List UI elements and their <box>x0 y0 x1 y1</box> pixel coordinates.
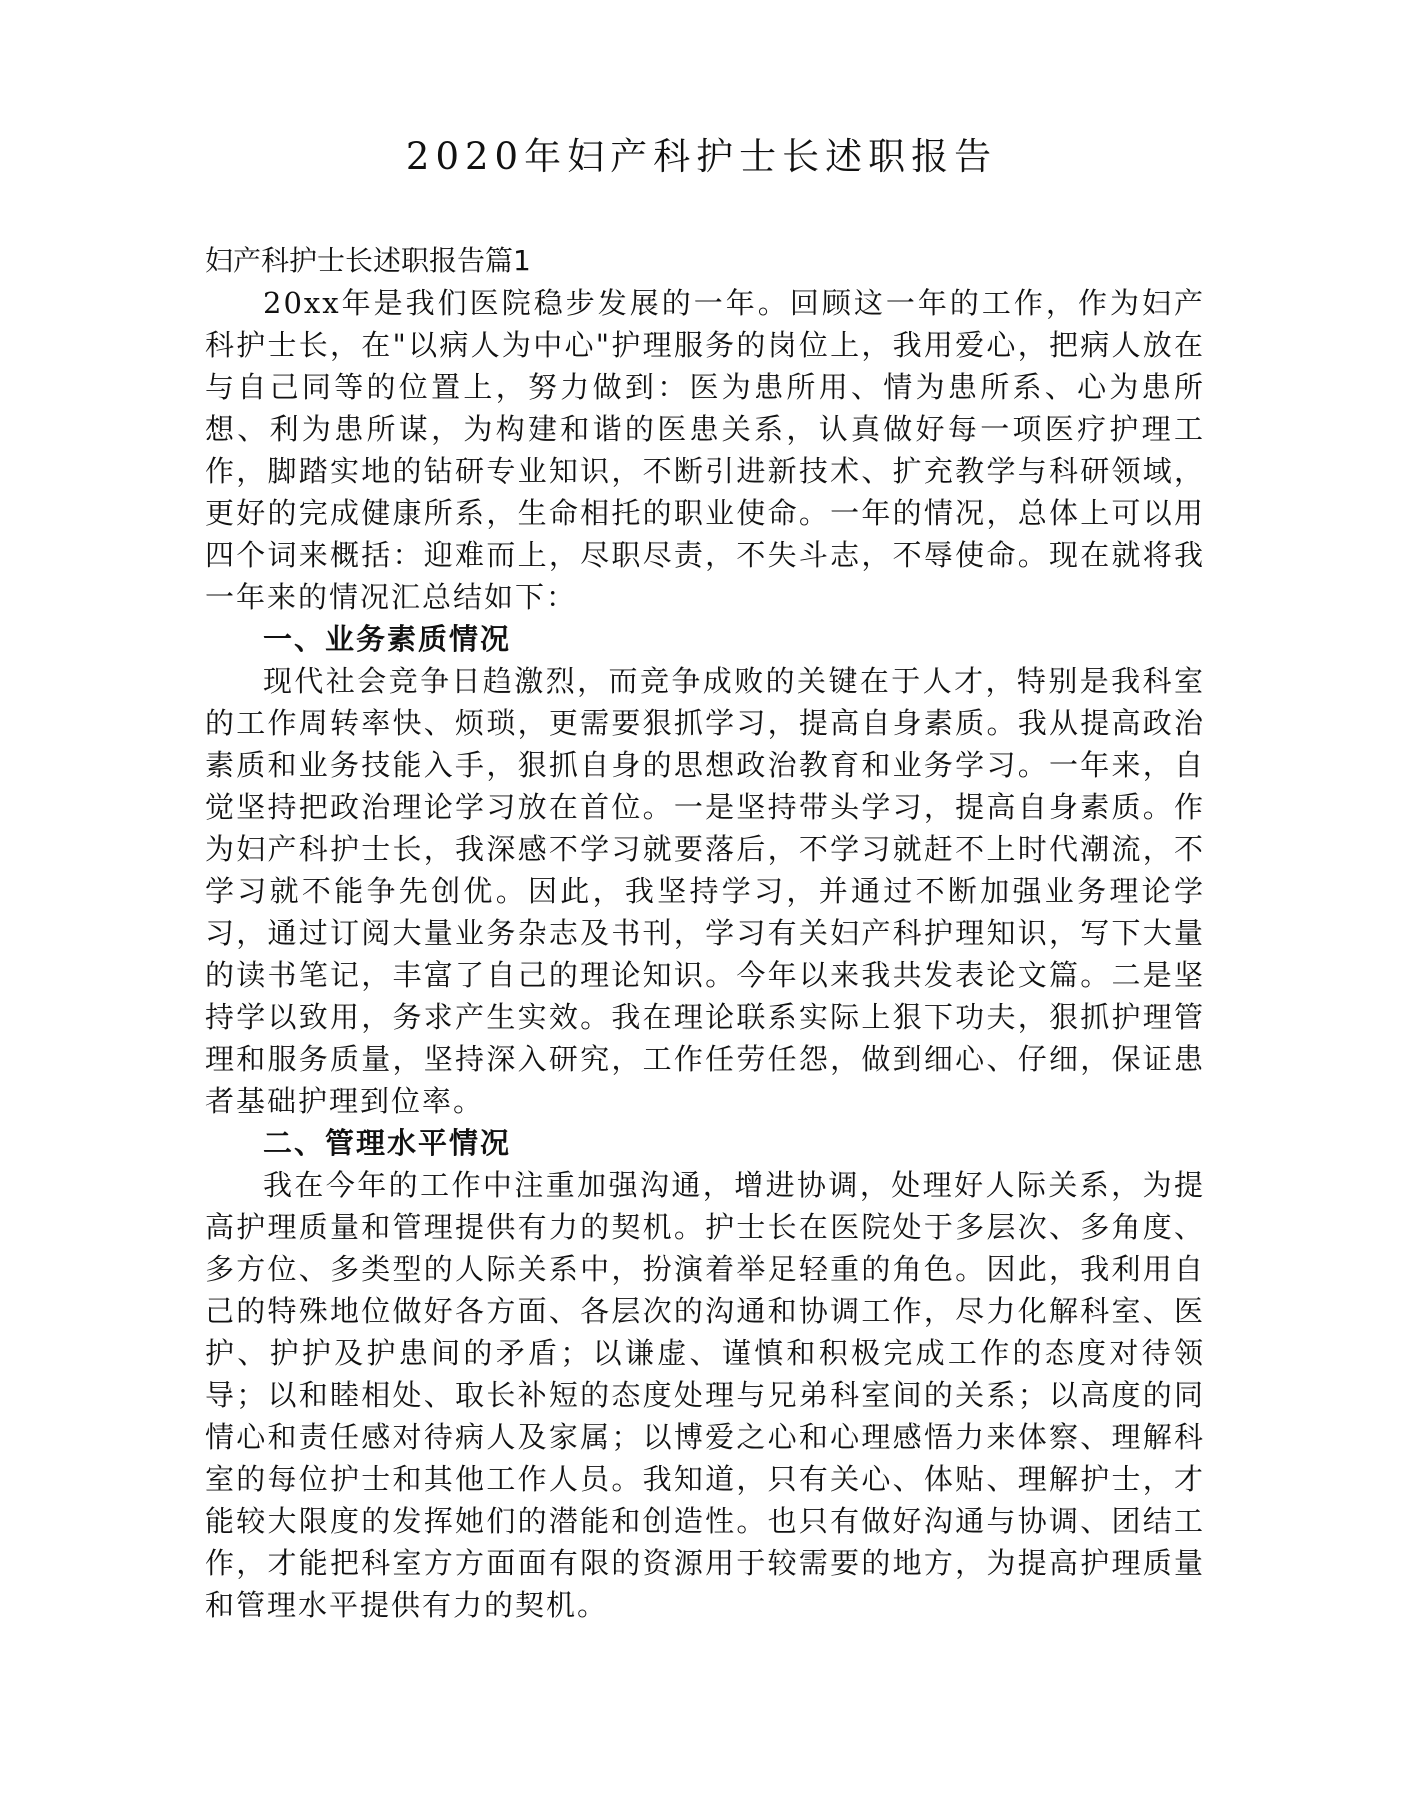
intro-paragraph: 20xx年是我们医院稳步发展的一年。回顾这一年的工作，作为妇产科护士长，在"以病人为中心"护理服务的岗位上，我用爱心，把病人放在与自己同等的位置上，努力做到：医为患所用、情为患所系、心为患所想、利为患所谋，为构建和谐的医患关系，认真做好每一项医疗护理工作，脚踏实地的钻研专业知识，不断引进新技术、扩充教学与科研领域，更好的完成健康所系，生命相托的职业使命。一年的情况，总体上可以用四个词来概括：迎难而上，尽职尽责，不失斗志，不辱使命。现在就将我一年来的情况汇总结如下： <box>205 286 1205 614</box>
section-heading: 妇产科护士长述职报告篇1 <box>205 244 531 277</box>
document-body <box>205 240 1205 1626</box>
sub-heading-business-quality: 一、业务素质情况 <box>263 622 512 656</box>
paragraph-business-quality: 现代社会竞争日趋激烈，而竞争成败的关键在于人才，特别是我科室的工作周转率快、烦琐，更需要狠抓学习，提高自身素质。我从提高政治素质和业务技能入手，狠抓自身的思想政治教育和业务学习。一年来，自觉坚持把政治理论学习放在首位。一是坚持带头学习，提高自身素质。作为妇产科护士长，我深感不学习就要落后，不学习就赶不上时代潮流，不学习就不能争先创优。因此，我坚持学习，并通过不断加强业务理论学习，通过订阅大量业务杂志及书刊，学习有关妇产科护理知识，写下大量的读书笔记，丰富了自己的理论知识。今年以来我共发表论文篇。二是坚持学以致用，务求产生实效。我在理论联系实际上狠下功夫，狠抓护理管理和服务质量，坚持深入研究，工作任劳任怨，做到细心、仔细，保证患者基础护理到位率。 <box>205 664 1205 1118</box>
sub-heading-management-level: 二、管理水平情况 <box>263 1126 512 1160</box>
document-title: 2020年妇产科护士长述职报告 <box>405 135 998 178</box>
paragraph-management-level: 我在今年的工作中注重加强沟通，增进协调，处理好人际关系，为提高护理质量和管理提供有力的契机。护士长在医院处于多层次、多角度、多方位、多类型的人际关系中，扮演着举足轻重的角色。因此，我利用自己的特殊地位做好各方面、各层次的沟通和协调工作，尽力化解科室、医护、护护及护患间的矛盾；以谦虚、谨慎和积极完成工作的态度对待领导；以和睦相处、取长补短的态度处理与兄弟科室间的关系；以高度的同情心和责任感对待病人及家属；以博爱之心和心理感悟力来体察、理解科室的每位护士和其他工作人员。我知道，只有关心、体贴、理解护士，才能较大限度的发挥她们的潜能和创造性。也只有做好沟通与协调、团结工作，才能把科室方方面面有限的资源用于较需要的地方，为提高护理质量和管理水平提供有力的契机。 <box>205 1168 1205 1622</box>
